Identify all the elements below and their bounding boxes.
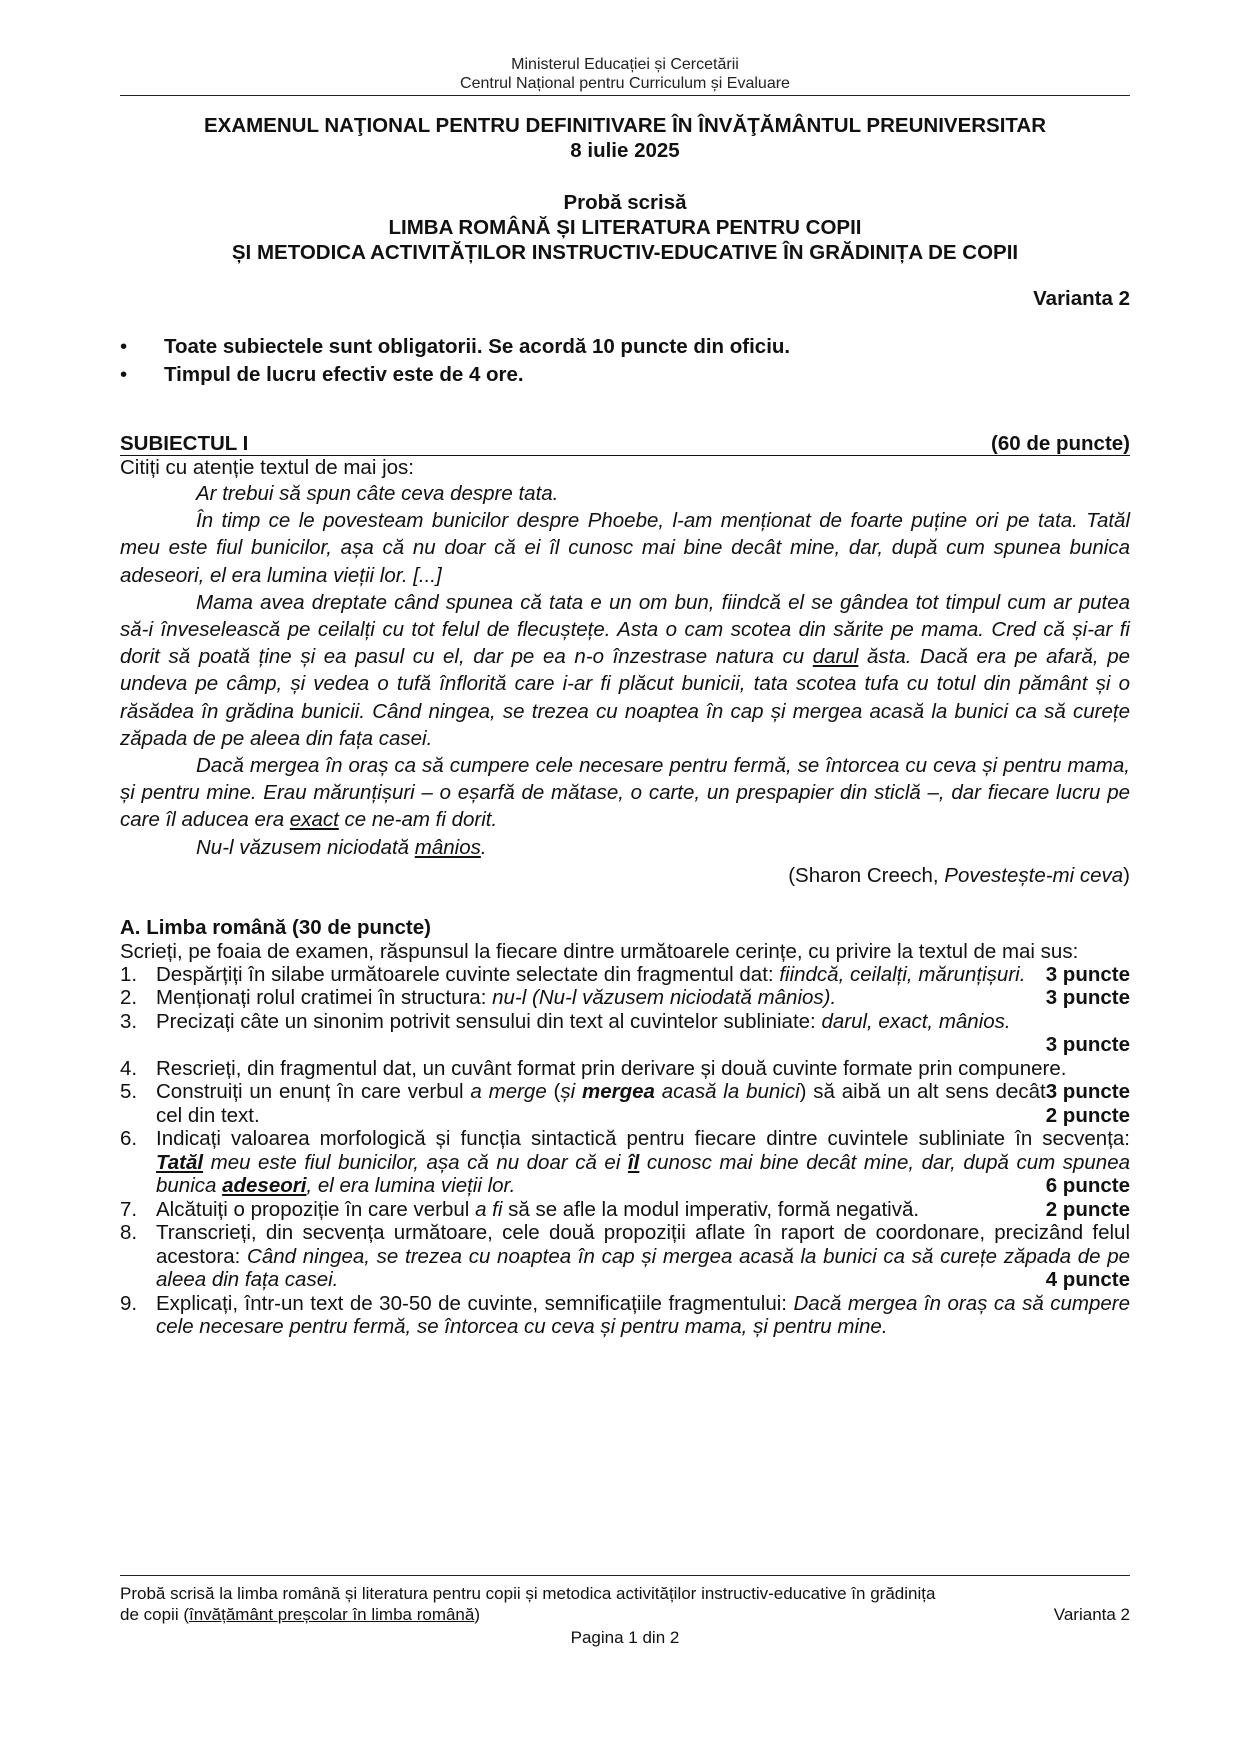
- passage-source: (Sharon Creech, Povestește-mi ceva): [788, 863, 1130, 887]
- ministry-name: Ministerul Educației și Cercetării: [511, 56, 739, 73]
- exam-title: EXAMENUL NAŢIONAL PENTRU DEFINITIVARE ÎN ÎNVĂŢĂMÂNTUL PREUNIVERSITAR: [203, 114, 1047, 137]
- task-points: 3 puncte: [1045, 986, 1130, 1010]
- passage-paragraph: Nu-l văzusem niciodată mânios.: [196, 835, 487, 859]
- underlined-word: exact: [289, 808, 339, 832]
- task-item: 8. Transcrieți, din secvența următoare, cele două propoziții aflate în raport de coordonare, precizând felul acestora: Când ningea, se trezea cu noaptea în cap și mergea acasă la bunici ca să curețe zăpada de pe aleea din fața casei. 4 puncte: [120, 1221, 1131, 1292]
- header-divider: [120, 95, 1130, 96]
- rule-item: • Timpul de lucru efectiv este de 4 ore.: [120, 361, 1130, 389]
- bullet-icon: •: [120, 335, 128, 358]
- task-points: 3 puncte: [1045, 1080, 1130, 1104]
- reading-passage: [120, 480, 1130, 861]
- section-a-title: A. Limba română (30 de puncte): [120, 915, 431, 939]
- variant-label: Varianta 2: [1033, 287, 1130, 310]
- page-footer: [120, 1575, 1130, 1648]
- section-a-instruction: Scrieți, pe foaia de examen, răspunsul la fiecare dintre următoarele cerințe, cu privire la textul de mai sus:: [120, 939, 1079, 963]
- subject-points: (60 de puncte): [991, 432, 1130, 455]
- task-item: 7. Alcătuiți o propoziție în care verbul a fi să se afle la modul imperativ, formă negativă. 2 puncte: [120, 1197, 1130, 1221]
- underlined-word: darul: [812, 645, 859, 669]
- subject-heading: [120, 433, 1130, 456]
- exam-date: 8 iulie 2025: [570, 139, 680, 162]
- subject-line-1: LIMBA ROMÂNĂ ȘI LITERATURA PENTRU COPII: [388, 216, 862, 239]
- subject-line-2: ȘI METODICA ACTIVITĂȚILOR INSTRUCTIV-EDUCATIVE ÎN GRĂDINIȚA DE COPII: [231, 241, 1019, 264]
- task-points: 6 puncte: [1045, 1174, 1130, 1198]
- subject-title: SUBIECTUL I: [120, 432, 249, 455]
- task-points: 2 puncte: [1045, 1197, 1130, 1221]
- task-item: 3. Precizați câte un sinonim potrivit sensului din text al cuvintelor subliniate: darul, exact, mânios. 3 puncte: [120, 1009, 1130, 1057]
- task-list: [120, 963, 1130, 1339]
- subject-title-block: [120, 190, 1130, 265]
- rules-list: [120, 333, 1130, 389]
- task-item: 5. Construiți un enunț în care verbul a merge (și mergea acasă la bunici) să aibă un alt sens decât cel din text. 2 puncte: [120, 1080, 1130, 1127]
- task-item: 1. Despărțiți în silabe următoarele cuvinte selectate din fragmentul dat: fiindcă, ceilalți, mărunțișuri. 3 puncte: [120, 962, 1130, 986]
- task-item: 6. Indicați valoarea morfologică și funcția sintactică pentru fiecare dintre cuvintele subliniate în secvența: Tatăl meu este fiul bunicilor, așa că nu doar că ei îl cunosc mai bine decât mine, dar, după cum spunea bunica adeseori, el era lumina vieții lor. 6 puncte: [120, 1127, 1130, 1198]
- footer-divider: [120, 1575, 1130, 1576]
- footer-line-1: Probă scrisă la limba română și literatura pentru copii și metodica activităților instructiv-educative în grădinița: [120, 1584, 936, 1603]
- passage-paragraph: Dacă mergea în oraș ca să cumpere cele necesare pentru fermă, se întorcea cu ceva și pentru mama, și pentru mine. Erau mărunțișuri – o eșarfă de mătase, o carte, un prespapier din sticlă –, dar fiecare lucru pe care îl aducea era exact ce ne-am fi dorit.: [120, 754, 1130, 832]
- reading-instruction: Citiți cu atenție textul de mai jos:: [120, 456, 414, 479]
- exam-title-block: [120, 113, 1130, 163]
- footer-variant: Varianta 2: [1053, 1605, 1130, 1624]
- task-points: 3 puncte: [1045, 1033, 1130, 1057]
- passage-paragraph: Ar trebui să spun câte ceva despre tata.: [196, 482, 559, 505]
- task-points: 2 puncte: [1045, 1103, 1130, 1127]
- rule-item: • Toate subiectele sunt obligatorii. Se acordă 10 puncte din oficiu.: [120, 333, 1130, 361]
- bullet-icon: •: [120, 363, 128, 386]
- passage-paragraph: În timp ce le povesteam bunicilor despre Phoebe, l-am menționat de foarte puține ori pe tata. Tatăl meu este fiul bunicilor, așa că nu doar că ei îl cunosc mai bine decât mine, dar, după cum spunea bunica adeseori, el era lumina vieții lor. [...]: [120, 509, 1130, 587]
- underlined-word: mânios: [414, 835, 481, 859]
- page-number: Pagina 1 din 2: [570, 1628, 680, 1647]
- task-item: 9. Explicați, într-un text de 30-50 de cuvinte, semnificațiile fragmentului: Dacă mergea în oraș ca să cumpere cele necesare pentru fermă, se întorcea cu ceva și pentru mama, și pentru mine.: [120, 1291, 1130, 1339]
- task-points: 3 puncte: [1045, 962, 1130, 986]
- proba-label: Probă scrisă: [563, 191, 687, 214]
- center-name: Centrul Național pentru Curriculum și Evaluare: [460, 75, 790, 92]
- task-points: 4 puncte: [1045, 1268, 1130, 1292]
- exam-page: [120, 55, 1130, 1339]
- footer-line-2: de copii (învățământ preșcolar în limba română) Varianta 2: [120, 1605, 1130, 1624]
- passage-paragraph: Mama avea dreptate când spunea că tata e un om bun, fiindcă el se gândea tot timpul cum ar putea să-i înveselească pe ceilalți cu tot felul de flecuștețe. Asta o cam scotea din sărite pe mama. Cred că și-ar fi dorit să poată ține și ea pasul cu el, dar pe ea n-o înzestrase natura cu darul ăsta. Dacă era pe afară, pe undeva pe câmp, și vedea o tufă înflorită care i-ar fi plăcut bunicii, tata scotea tufa cu totul din pământ și o răsădea în grădina bunicii. Când ningea, se trezea cu noaptea în cap și mergea acasă la bunici ca să curețe zăpada de pe aleea din fața casei.: [120, 590, 1130, 750]
- institution-header: [120, 55, 1130, 93]
- task-item: 2. Menționați rolul cratimei în structura: nu-l (Nu-l văzusem niciodată mânios). 3 puncte: [120, 986, 1130, 1010]
- task-item: 4. Rescrieți, din fragmentul dat, un cuvânt format prin derivare și două cuvinte formate prin compunere. 3 puncte: [120, 1056, 1130, 1104]
